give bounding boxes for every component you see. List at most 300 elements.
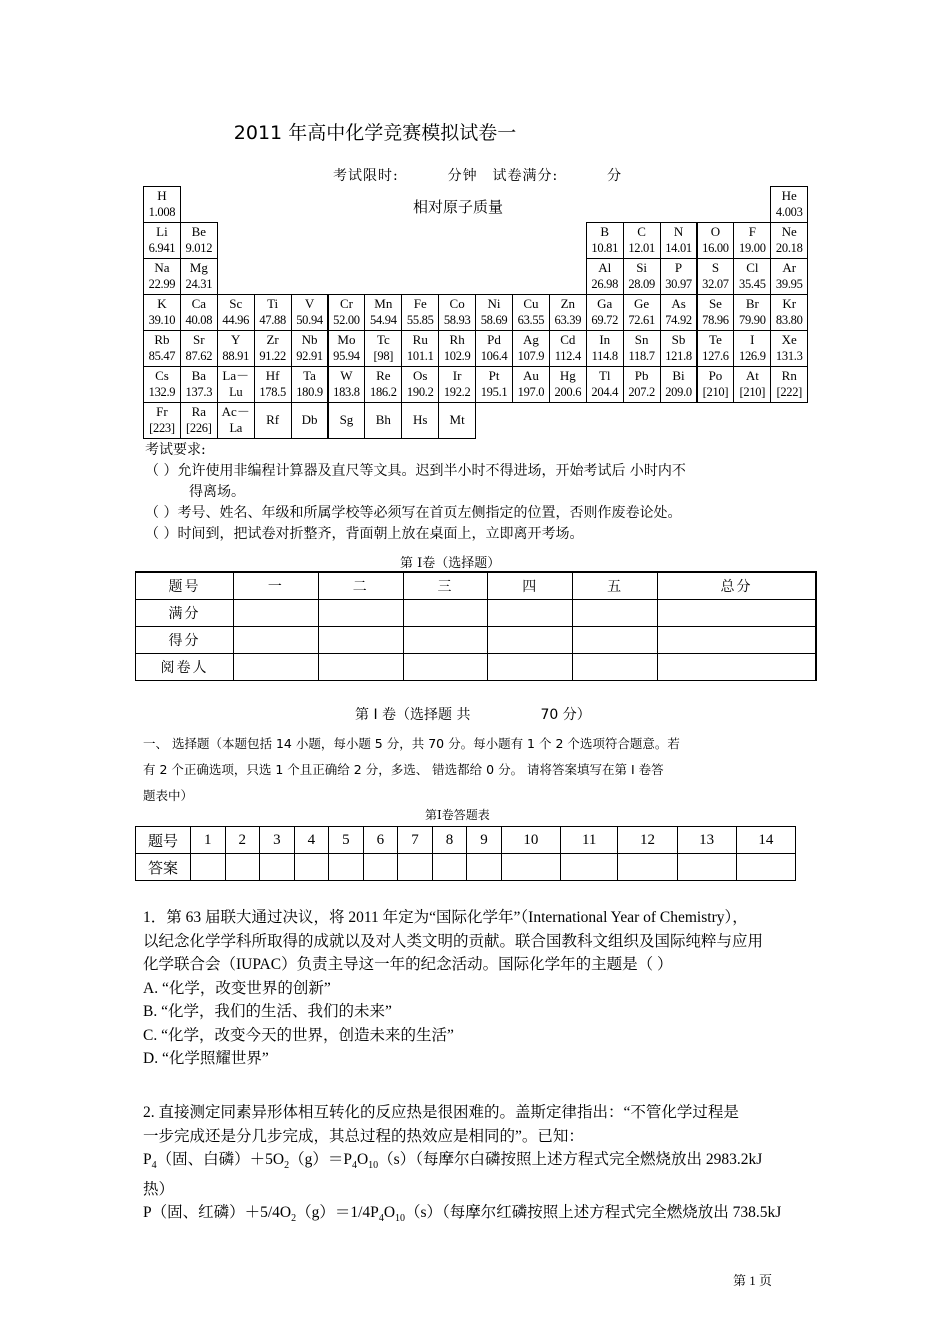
element-symbol: Br [745, 296, 759, 311]
answer-cell[interactable] [432, 854, 467, 881]
page-number: 第 1 页 [733, 1273, 773, 1288]
element-mass: 101.1 [406, 349, 434, 363]
element-symbol: Mg [189, 260, 208, 275]
element-cell [660, 294, 698, 331]
row-label: 阅卷人 [136, 654, 234, 681]
element-mass: 58.93 [443, 313, 471, 327]
equation-2: P（固、红磷）$+5/4O_2(g)=1/4P_4O_{10}(s)$（每摩尔红磷按照上述方程式完全燃烧放出 738.5kJ [143, 1204, 782, 1225]
element-mass: 74.92 [665, 313, 692, 327]
score-cell[interactable] [488, 654, 573, 681]
element-mass: 118.7 [628, 349, 655, 363]
element-symbol: W [340, 368, 353, 383]
element-mass: 114.8 [591, 349, 618, 363]
element-symbol: Sb [671, 332, 686, 347]
element-symbol: Pt [488, 368, 500, 383]
score-cell[interactable] [318, 654, 403, 681]
question-number-cell: 12 [618, 827, 677, 854]
element-mass: 186.2 [370, 385, 397, 399]
equation-1-tail: 热） [143, 1180, 175, 1198]
periodic-table-label: 相对原子质量 [413, 198, 504, 216]
score-cell[interactable] [403, 627, 488, 654]
element-symbol: Au [523, 368, 539, 383]
element-symbol: Tl [598, 368, 611, 383]
answer-cell[interactable] [560, 854, 617, 881]
element-cell [254, 402, 292, 439]
answer-cell[interactable] [677, 854, 736, 881]
element-symbol: Sn [634, 332, 649, 347]
score-cell[interactable] [234, 600, 319, 627]
instruction-line: 一、 选择题（本题包括 14 小题，每小题 5 分，共 70 分。每小题有 1 个 2 个选项符合题意。若 [143, 736, 680, 751]
element-cell [401, 294, 439, 331]
question-number-cell: 9 [467, 827, 502, 854]
element-symbol: Ta [303, 368, 316, 383]
element-mass: 14.01 [665, 241, 692, 255]
element-cell [438, 330, 476, 367]
element-cell [697, 258, 735, 295]
element-cell [217, 330, 255, 367]
question-number-cell: 7 [398, 827, 433, 854]
element-cell [586, 258, 624, 295]
element-mass: 190.2 [406, 385, 434, 399]
element-symbol: Db [301, 412, 318, 427]
element-mass: 35.45 [739, 277, 766, 291]
element-mass: 207.2 [628, 385, 655, 399]
element-symbol: Mn [374, 296, 393, 311]
element-mass: 131.3 [775, 349, 803, 363]
element-cell [697, 222, 735, 259]
element-mass: 22.99 [148, 277, 176, 291]
question-number-cell: 10 [501, 827, 560, 854]
element-cell [586, 294, 624, 331]
element-mass: 30.97 [665, 277, 692, 291]
answer-cell[interactable] [294, 854, 329, 881]
element-symbol: Rb [154, 332, 170, 347]
element-symbol: Ga [597, 296, 613, 311]
element-mass: 112.4 [554, 349, 581, 363]
element-cell [364, 330, 402, 367]
answer-cell[interactable] [191, 854, 226, 881]
element-cell [180, 366, 218, 403]
element-mass: 192.2 [443, 385, 471, 399]
answer-table-title: 第Ⅰ卷答题表 [425, 808, 490, 822]
element-mass: [223] [149, 421, 175, 435]
element-symbol: F [748, 224, 756, 239]
element-symbol: Te [709, 332, 722, 347]
time-limit-line [333, 165, 622, 185]
answer-cell[interactable] [736, 854, 795, 881]
element-symbol: Sr [193, 332, 205, 347]
row-label: 答案 [136, 854, 191, 881]
periodic-table [143, 186, 809, 438]
question-number-cell: 3 [260, 827, 295, 854]
element-cell [512, 294, 550, 331]
element-cell [697, 294, 735, 331]
question-line: 化学联合会（IUPAC）负责主导这一年的纪念活动。国际化学年的主题是（ ） [143, 956, 673, 973]
element-mass: 79.90 [739, 313, 766, 327]
question-number-cell: 14 [736, 827, 795, 854]
table-header-cell: 四 [488, 572, 573, 600]
element-mass: 178.5 [259, 385, 286, 399]
score-cell[interactable] [234, 654, 319, 681]
element-symbol: Hf [265, 368, 280, 383]
element-cell [549, 366, 587, 403]
element-symbol: Ar [782, 260, 797, 275]
element-cell [217, 294, 255, 331]
row-label: 满分 [136, 600, 234, 627]
element-cell [180, 330, 218, 367]
element-symbol: Xe [781, 332, 797, 347]
element-symbol: K [157, 296, 167, 311]
row-label: 题号 [136, 827, 191, 854]
element-cell [733, 222, 771, 259]
score-cell[interactable] [318, 600, 403, 627]
element-mass: [210] [702, 385, 729, 399]
element-mass: 6.941 [148, 241, 176, 255]
table-row [136, 827, 796, 854]
element-cell [328, 402, 366, 439]
element-cell [254, 366, 292, 403]
element-cell [401, 402, 439, 439]
element-symbol: B [600, 224, 610, 239]
element-cell [623, 330, 661, 367]
element-symbol: Cr [339, 296, 353, 311]
question-number-cell: 13 [677, 827, 736, 854]
element-symbol: Cl [746, 260, 759, 275]
answer-cell[interactable] [618, 854, 677, 881]
element-mass: 20.18 [775, 241, 803, 255]
element-symbol: Y [231, 332, 241, 347]
question-number-cell: 2 [225, 827, 260, 854]
element-mass: 32.07 [702, 277, 729, 291]
requirement-item: （ ）允许使用非编程计算器及直尺等文具。迟到半小时不得进场，开始考试后 小时内不 [145, 463, 686, 479]
score-cell[interactable] [657, 654, 816, 681]
element-mass: 40.08 [185, 313, 213, 327]
element-cell [733, 294, 771, 331]
element-symbol: Ge [634, 296, 650, 311]
table-row [136, 572, 817, 600]
score-cell[interactable] [403, 600, 488, 627]
element-symbol: Cu [523, 296, 539, 311]
element-symbol: Li [156, 224, 168, 239]
element-cell [623, 294, 661, 331]
element-cell [770, 330, 808, 367]
option-d: D. “化学照耀世界” [143, 1050, 269, 1067]
element-symbol: Be [191, 224, 207, 239]
element-symbol: Ru [412, 332, 428, 347]
element-symbol: N [673, 224, 684, 239]
element-cell [143, 186, 181, 223]
element-cell [180, 294, 218, 331]
element-symbol: Zr [266, 332, 279, 347]
element-cell [660, 222, 698, 259]
table-header-cell: 五 [573, 572, 658, 600]
element-symbol: Ni [487, 296, 501, 311]
answer-cell[interactable] [260, 854, 295, 881]
element-mass: 24.31 [185, 277, 213, 291]
element-mass: 54.94 [370, 313, 397, 327]
element-symbol: Bi [672, 368, 685, 383]
element-mass: 4.003 [775, 205, 803, 219]
score-table-title: 第 I卷（选择题） [400, 556, 501, 571]
option-b: B. “化学，我们的生活、我们的未来” [143, 1003, 392, 1020]
score-cell[interactable] [573, 600, 658, 627]
element-mass: 16.00 [702, 241, 729, 255]
element-mass: 195.1 [480, 385, 508, 399]
element-mass: [210] [739, 385, 766, 399]
element-symbol: As [671, 296, 686, 311]
element-symbol: Ag [523, 332, 539, 347]
element-cell [660, 366, 698, 403]
element-cell [143, 222, 181, 259]
element-mass: 9.012 [185, 241, 213, 255]
element-cell [770, 186, 808, 223]
element-mass: 107.9 [517, 349, 545, 363]
element-mass: 183.8 [333, 385, 360, 399]
question-2 [143, 1101, 811, 1231]
element-cell [328, 366, 366, 403]
element-cell [254, 330, 292, 367]
time-limit-label: 考试限时: [333, 168, 399, 184]
score-cell[interactable] [234, 627, 319, 654]
answer-cell[interactable] [225, 854, 260, 881]
element-mass: 28.09 [628, 277, 655, 291]
table-header-cell: 三 [403, 572, 488, 600]
element-mass: 10.81 [591, 241, 619, 255]
element-symbol: V [304, 296, 315, 311]
element-cell [697, 330, 735, 367]
requirement-item: 得离场。 [189, 484, 245, 500]
score-cell[interactable] [573, 627, 658, 654]
question-number-cell: 4 [294, 827, 329, 854]
element-cell [770, 222, 808, 259]
table-header-cell: 题号 [136, 572, 234, 600]
element-symbol: Bh [375, 412, 391, 427]
table-header-cell: 一 [234, 572, 319, 600]
element-symbol: Na [154, 260, 170, 275]
element-symbol: Cs [155, 368, 169, 383]
element-mass: 197.0 [517, 385, 545, 399]
element-mass: 52.00 [333, 313, 360, 327]
element-cell [770, 294, 808, 331]
score-cell[interactable] [573, 654, 658, 681]
element-symbol: Hs [413, 412, 428, 427]
element-symbol: Ti [267, 296, 279, 311]
option-c: C. “化学，改变今天的世界，创造未来的生活” [143, 1026, 454, 1044]
score-cell[interactable] [657, 627, 816, 654]
answer-cell[interactable] [363, 854, 398, 881]
element-cell [438, 294, 476, 331]
element-cell [438, 402, 476, 439]
element-symbol: Mt [449, 412, 465, 427]
element-mass: 132.9 [148, 385, 176, 399]
section-title [355, 704, 591, 724]
points-label: 分 [607, 168, 623, 184]
question-line: 2. 直接测定同素异形体相互转化的反应热是很困难的。盖斯定律指出：“不管化学过程是 [143, 1104, 739, 1121]
element-mass: 91.22 [259, 349, 286, 363]
element-symbol: Os [413, 368, 428, 383]
element-cell [328, 294, 366, 331]
element-symbol: Ac－ [221, 404, 250, 419]
answer-cell[interactable] [398, 854, 433, 881]
element-mass: 63.39 [554, 313, 582, 327]
question-number-cell: 5 [329, 827, 364, 854]
question-1 [143, 906, 811, 1071]
element-symbol: Ne [781, 224, 797, 239]
element-cell [364, 402, 402, 439]
element-mass: 44.96 [222, 313, 250, 327]
element-cell [770, 258, 808, 295]
element-cell [733, 366, 771, 403]
element-cell [660, 258, 698, 295]
element-mass: 72.61 [628, 313, 655, 327]
element-symbol: Se [708, 296, 722, 311]
element-symbol: Rf [266, 412, 280, 427]
element-cell [291, 330, 329, 367]
question-line: 一步完成还是分几步完成，其总过程的热效应是相同的”。已知： [143, 1127, 584, 1145]
row-label: 得分 [136, 627, 234, 654]
element-symbol: La－ [222, 368, 250, 383]
element-cell [586, 330, 624, 367]
element-symbol: Ra [191, 404, 207, 419]
element-cell [660, 330, 698, 367]
element-mass: 121.8 [665, 349, 692, 363]
element-symbol: At [745, 368, 759, 383]
element-mass: 126.9 [739, 349, 766, 363]
element-symbol: Fe [413, 296, 427, 311]
score-cell[interactable] [657, 600, 816, 627]
answer-cell[interactable] [329, 854, 364, 881]
instruction-line: 有 2 个正确选项，只选 1 个且正确给 2 分，多选、 错选都给 0 分。 请将答案填写在第 I 卷答 [143, 762, 664, 777]
element-cell [733, 330, 771, 367]
exam-title: 2011 年高中化学竞赛模拟试卷一 [233, 122, 517, 144]
element-mass: 92.91 [296, 349, 323, 363]
element-cell [217, 402, 255, 439]
element-mass: 1.008 [148, 205, 176, 219]
answer-cell[interactable] [467, 854, 502, 881]
element-cell [623, 366, 661, 403]
question-number-cell: 11 [560, 827, 617, 854]
score-table [135, 571, 817, 681]
table-row [136, 600, 817, 627]
element-symbol: S [711, 260, 720, 275]
element-cell [512, 330, 550, 367]
element-symbol: Co [449, 296, 465, 311]
requirement-item: （ ）考号、姓名、年级和所属学校等必须写在首页左侧指定的位置，否则作废卷论处。 [145, 505, 682, 521]
element-cell [438, 366, 476, 403]
element-cell [254, 294, 292, 331]
question-number-cell: 6 [363, 827, 398, 854]
element-mass: 39.10 [148, 313, 176, 327]
table-header-cell: 二 [318, 572, 403, 600]
element-mass: 87.62 [185, 349, 213, 363]
element-cell [217, 366, 255, 403]
score-cell[interactable] [488, 600, 573, 627]
element-mass: 63.55 [517, 313, 545, 327]
element-mass: [98] [373, 349, 394, 363]
requirements-heading: 考试要求: [145, 442, 206, 458]
element-cell [291, 294, 329, 331]
element-cell [512, 366, 550, 403]
element-mass: Lu [229, 385, 243, 399]
element-cell [401, 330, 439, 367]
element-symbol: Sg [339, 412, 354, 427]
element-cell [475, 294, 513, 331]
element-mass: 204.4 [591, 385, 619, 399]
element-cell [549, 294, 587, 331]
score-cell[interactable] [403, 654, 488, 681]
requirement-item: （ ）时间到，把试卷对折整齐，背面朝上放在桌面上，立即离开考场。 [145, 526, 584, 542]
element-cell [475, 366, 513, 403]
element-cell [475, 330, 513, 367]
element-cell [291, 366, 329, 403]
element-symbol: P [674, 260, 683, 275]
element-mass: 209.0 [665, 385, 692, 399]
element-mass: 58.69 [480, 313, 508, 327]
element-symbol: O [710, 224, 721, 239]
element-symbol: Ir [452, 368, 462, 383]
element-mass: 83.80 [775, 313, 803, 327]
score-cell[interactable] [318, 627, 403, 654]
question-number-cell: 8 [432, 827, 467, 854]
element-symbol: Si [636, 260, 648, 275]
element-symbol: C [637, 224, 646, 239]
element-symbol: Pd [487, 332, 501, 347]
element-mass: 47.88 [259, 313, 286, 327]
element-cell [143, 294, 181, 331]
element-symbol: Al [598, 260, 612, 275]
element-mass: 78.96 [702, 313, 729, 327]
element-symbol: Rh [449, 332, 465, 347]
element-symbol: Hg [559, 368, 576, 383]
table-row [136, 627, 817, 654]
element-symbol: Sc [229, 296, 243, 311]
element-symbol: Pb [634, 368, 649, 383]
element-symbol: He [781, 188, 797, 203]
table-header-cell: 总分 [657, 572, 816, 600]
element-symbol: Po [708, 368, 723, 383]
element-cell [180, 258, 218, 295]
element-cell [180, 402, 218, 439]
element-mass: 88.91 [222, 349, 250, 363]
section-title-text: 第 I 卷（选择题 共 [355, 707, 471, 723]
element-cell [770, 366, 808, 403]
answer-cell[interactable] [501, 854, 560, 881]
element-cell [143, 402, 181, 439]
score-cell[interactable] [488, 627, 573, 654]
element-cell [623, 222, 661, 259]
element-cell [623, 258, 661, 295]
element-symbol: Zn [560, 296, 576, 311]
answer-table [135, 826, 796, 881]
element-mass: 26.98 [591, 277, 619, 291]
table-row [136, 654, 817, 681]
element-symbol: Re [376, 368, 391, 383]
element-mass: La [229, 421, 243, 435]
element-mass: 39.95 [775, 277, 803, 291]
element-symbol: I [750, 332, 755, 347]
element-cell [291, 402, 329, 439]
element-cell [586, 222, 624, 259]
element-mass: 106.4 [480, 349, 508, 363]
element-cell [401, 366, 439, 403]
question-line: 以纪念化学学科所取得的成就以及对人类文明的贡献。联合国教科文组织及国际纯粹与应用 [143, 932, 764, 950]
element-cell [143, 258, 181, 295]
instruction-line: 题表中） [143, 788, 194, 803]
element-cell [143, 330, 181, 367]
element-mass: 85.47 [148, 349, 176, 363]
minutes-label: 分钟 [447, 168, 478, 184]
element-mass: 180.9 [296, 385, 323, 399]
